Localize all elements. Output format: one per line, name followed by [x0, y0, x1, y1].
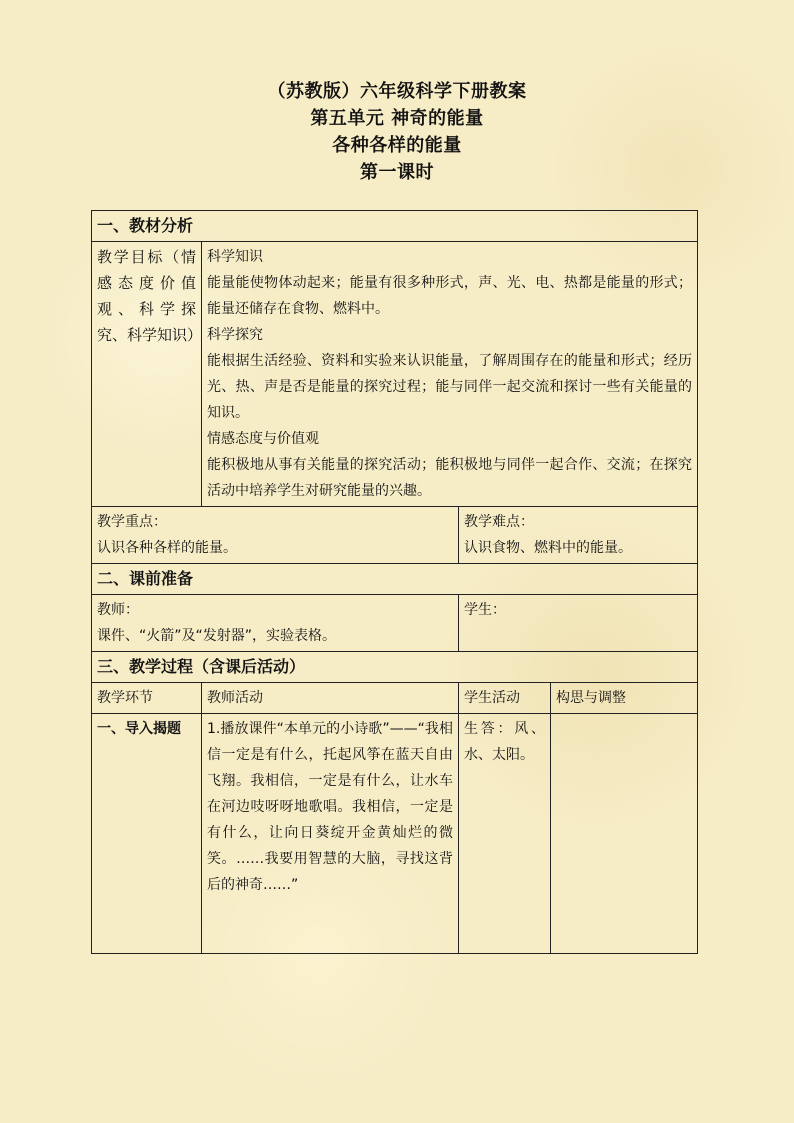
student-activity-cell: 生答：风、水、太阳。 [459, 714, 551, 954]
objective-text-knowledge: 能量能使物体动起来；能量有很多种形式，声、光、电、热都是能量的形式；能量还储存在食物、燃料中。 [207, 275, 693, 317]
section-heading-process: 三、教学过程（含课后活动） [92, 652, 698, 683]
objective-text-attitude: 能积极地从事有关能量的探究活动；能积极地与同伴一起合作、交流；在探究活动中培养学生对研究能量的兴趣。 [207, 457, 693, 499]
student-prep-cell [459, 595, 698, 652]
objective-heading-inquiry: 科学探究 [207, 327, 263, 343]
column-header-notes: 构思与调整 [551, 683, 698, 714]
lesson-title: 各种各样的能量 [332, 135, 462, 156]
section-heading-analysis: 一、教材分析 [92, 211, 698, 242]
difficulty-cell [459, 507, 698, 564]
period-title: 第一课时 [360, 162, 434, 183]
lesson-plan-table [91, 210, 698, 954]
stage-cell: 一、导入揭题 [92, 714, 202, 954]
objective-heading-knowledge: 科学知识 [207, 249, 263, 265]
key-point-cell [92, 507, 459, 564]
document-title-block [0, 78, 794, 186]
teacher-prep-label: 教师： [97, 602, 139, 618]
teacher-prep-cell [92, 595, 459, 652]
notes-cell [551, 714, 698, 954]
unit-title: 第五单元 神奇的能量 [310, 108, 484, 129]
table-row [92, 714, 698, 954]
difficulty-label: 教学难点： [464, 514, 534, 530]
column-header-teacher-activity: 教师活动 [202, 683, 459, 714]
objectives-content [202, 242, 698, 507]
document-title: （苏教版）六年级科学下册教案 [267, 81, 527, 102]
section-heading-preparation: 二、课前准备 [92, 564, 698, 595]
column-header-student-activity: 学生活动 [459, 683, 551, 714]
teacher-prep-items: 课件、“火箭”及“发射器”，实验表格。 [97, 628, 337, 644]
student-prep-label: 学生： [464, 602, 506, 618]
objective-heading-attitude: 情感态度与价值观 [207, 431, 319, 447]
column-header-stage: 教学环节 [92, 683, 202, 714]
difficulty-text: 认识食物、燃料中的能量。 [464, 540, 632, 556]
objectives-label: 教学目标（情感态度价值观、科学探究、科学知识） [92, 242, 202, 507]
objective-text-inquiry: 能根据生活经验、资料和实验来认识能量，了解周围存在的能量和形式；经历光、热、声是否是能量的探究过程；能与同伴一起交流和探讨一些有关能量的知识。 [207, 353, 693, 421]
key-point-text: 认识各种各样的能量。 [97, 540, 237, 556]
teacher-activity-cell: 1.播放课件“本单元的小诗歌”——“我相信一定是有什么，托起风筝在蓝天自由飞翔。我相信，一定是有什么，让水车在河边吱呀呀地歌唱。我相信，一定是有什么，让向日葵绽开金黄灿烂的微笑。……我要用智慧的大脑，寻找这背后的神奇……” [202, 714, 459, 954]
key-point-label: 教学重点： [97, 514, 167, 530]
